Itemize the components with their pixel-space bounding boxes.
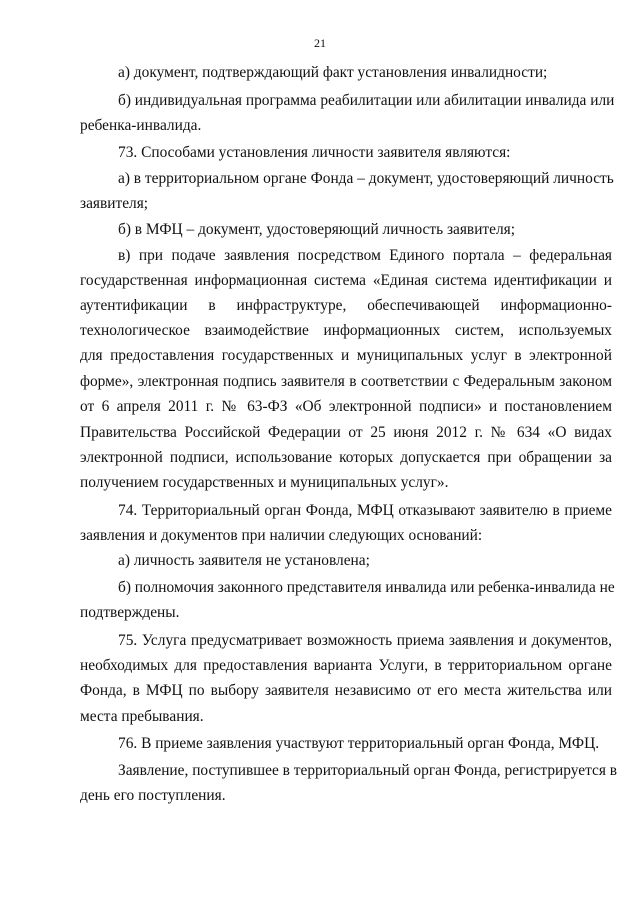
text-line: 75. Услуга предусматривает возможность приема заявления и документов,: [118, 632, 612, 649]
text-line: форме», электронная подпись заявителя в соответствии с Федеральным законом: [80, 373, 612, 390]
text-line: заявителя;: [80, 195, 149, 212]
text-line: 74. Территориальный орган Фонда, МФЦ отказывают заявителю в приеме: [118, 502, 612, 519]
text-line: получением государственных и муниципальных услуг».: [80, 474, 449, 491]
text-line: Заявление, поступившее в территориальный орган Фонда, регистрируется в: [118, 762, 618, 779]
text-line: технологическое взаимодействие информационных систем, используемых: [80, 322, 612, 339]
text-line: а) документ, подтверждающий факт установления инвалидности;: [118, 64, 548, 81]
text-line: заявления и документов при наличии следующих оснований:: [80, 527, 483, 544]
page-number: 21: [314, 36, 326, 50]
text-line: необходимых для предоставления варианта Услуги, в территориальном органе: [80, 657, 612, 674]
text-line: б) в МФЦ – документ, удостоверяющий личность заявителя;: [118, 221, 516, 238]
text-line: а) личность заявителя не установлена;: [118, 552, 370, 569]
text-line: подтверждены.: [80, 604, 180, 621]
text-line: в) при подаче заявления посредством Единого портала – федеральная: [118, 247, 612, 264]
text-line: от 6 апреля 2011 г. № 63-ФЗ «Об электронной подписи» и постановлением: [80, 398, 612, 415]
text-line: 76. В приеме заявления участвуют территориальный орган Фонда, МФЦ.: [118, 735, 600, 752]
text-line: Фонда, в МФЦ по выбору заявителя независимо от его места жительства или: [80, 682, 612, 699]
text-line: для предоставления государственных и муниципальных услуг в электронной: [80, 347, 612, 364]
text-line: места пребывания.: [80, 708, 204, 725]
text-line: 73. Способами установления личности заявителя являются:: [118, 144, 511, 161]
text-line: государственная информационная система «Единая система идентификации и: [80, 272, 612, 289]
text-line: аутентификации в инфраструктуре, обеспечивающей информационно-: [80, 297, 612, 314]
text-line: а) в территориальном органе Фонда – документ, удостоверяющий личность: [118, 170, 614, 187]
text-line: Правительства Российской Федерации от 25 июня 2012 г. № 634 «О видах: [80, 424, 612, 441]
text-line: б) индивидуальная программа реабилитации или абилитации инвалида или: [118, 92, 615, 109]
text-line: ребенка-инвалида.: [80, 117, 202, 134]
text-line: б) полномочия законного представителя инвалида или ребенка-инвалида не: [118, 579, 615, 596]
text-line: электронной подписи, использование которых допускается при обращении за: [80, 449, 612, 466]
text-line: день его поступления.: [80, 787, 226, 804]
